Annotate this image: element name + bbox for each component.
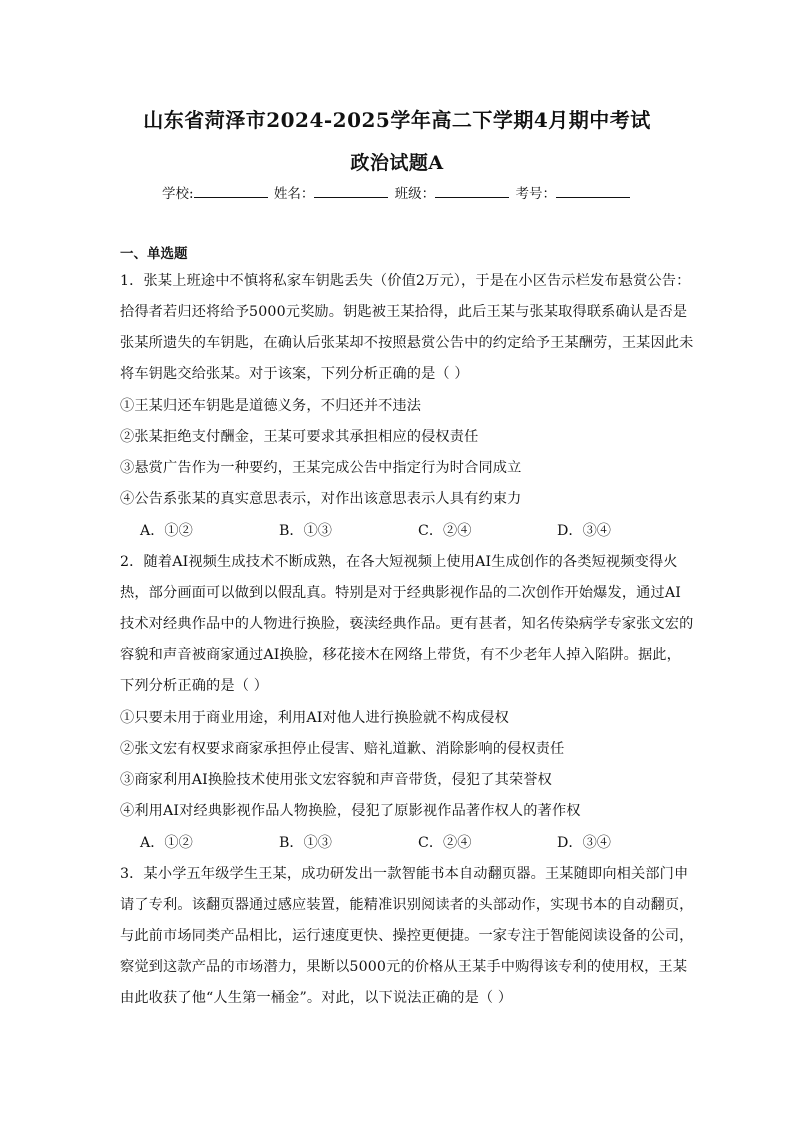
option-a[interactable]: A．①② xyxy=(140,835,193,851)
option-c[interactable]: C．②④ xyxy=(418,523,472,539)
question-text-line: 2．随着AI视频生成技术不断成熟，在各大短视频上使用AI生成创作的各类短视频变得火 xyxy=(120,554,678,570)
statement-line: ③悬赏广告作为一种要约，王某完成公告中指定行为时合同成立 xyxy=(120,460,522,476)
exam-number-blank[interactable] xyxy=(556,184,630,198)
statement-line: ①只要未用于商业用途，利用AI对他人进行换脸就不构成侵权 xyxy=(120,710,509,726)
option-d[interactable]: D．③④ xyxy=(557,523,611,539)
answer-options xyxy=(140,832,696,852)
section-heading: 一、单选题 xyxy=(120,246,188,262)
statement-line: ①王某归还车钥匙是道德义务，不归还并不违法 xyxy=(120,398,422,414)
statement-line: ②张某拒绝支付酬金，王某可要求其承担相应的侵权责任 xyxy=(120,429,479,445)
name-label: 姓名： xyxy=(273,186,315,202)
question-text-line: 热，部分画面可以做到以假乱真。特别是对于经典影视作品的二次创作开始爆发，通过AI xyxy=(120,585,681,601)
option-c[interactable]: C．②④ xyxy=(418,835,472,851)
option-d[interactable]: D．③④ xyxy=(557,835,611,851)
exam-number-label: 考号： xyxy=(515,186,556,202)
answer-options xyxy=(140,520,696,540)
option-a[interactable]: A．①② xyxy=(140,523,193,539)
option-b[interactable]: B．①③ xyxy=(279,835,332,851)
statement-line: ④利用AI对经典影视作品人物换脸，侵犯了原影视作品著作权人的著作权 xyxy=(120,803,581,819)
statement-line: ③商家利用AI换脸技术使用张文宏容貌和声音带货，侵犯了其荣誉权 xyxy=(120,772,552,788)
class-blank[interactable] xyxy=(435,184,509,198)
question-text-line: 技术对经典作品中的人物进行换脸，亵渎经典作品。更有甚者，知名传染病学专家张文宏的 xyxy=(120,616,694,632)
exam-title: 山东省菏泽市2024-2025学年高二下学期4月期中考试 xyxy=(143,108,651,132)
student-info-line xyxy=(0,182,794,202)
question-text-line: 1．张某上班途中不慎将私家车钥匙丢失（价值2万元），于是在小区告示栏发布悬赏公告： xyxy=(120,273,691,289)
class-label: 班级： xyxy=(394,186,436,202)
question-text-line: 察觉到这款产品的市场潜力，果断以5000元的价格从王某手中购得该专利的使用权，王某 xyxy=(120,959,688,975)
school-label: 学校: xyxy=(162,186,194,202)
question-text-line: 将车钥匙交给张某。对于该案，下列分析正确的是（ ） xyxy=(120,366,469,382)
question-text-line: 由此收获了他“人生第一桶金”。对此，以下说法正确的是（ ） xyxy=(120,990,513,1006)
school-blank[interactable] xyxy=(194,184,268,198)
question-text-line: 张某所遗失的车钥匙，在确认后张某却不按照悬赏公告中的约定给予王某酬劳，王某因此未 xyxy=(120,335,694,351)
question-text-line: 请了专利。该翻页器通过感应装置，能精准识别阅读者的头部动作，实现书本的自动翻页， xyxy=(120,897,694,913)
name-blank[interactable] xyxy=(314,184,388,198)
statement-line: ②张文宏有权要求商家承担停止侵害、赔礼道歉、消除影响的侵权责任 xyxy=(120,741,565,757)
statement-line: ④公告系张某的真实意思表示，对作出该意思表示人具有约束力 xyxy=(120,491,522,507)
question-text-line: 与此前市场同类产品相比，运行速度更快、操控更便捷。一家专注于智能阅读设备的公司， xyxy=(120,928,694,944)
question-text-line: 容貌和声音被商家通过AI换脸，移花接木在网络上带货，有不少老年人掉入陷阱。据此， xyxy=(120,647,681,663)
option-b[interactable]: B．①③ xyxy=(279,523,332,539)
question-text-line: 下列分析正确的是（ ） xyxy=(120,678,269,694)
question-text-line: 拾得者若归还将给予5000元奖励。钥匙被王某拾得，此后王某与张某取得联系确认是否是 xyxy=(120,304,688,320)
question-text-line: 3．某小学五年级学生王某，成功研发出一款智能书本自动翻页器。王某随即向相关部门申 xyxy=(120,866,689,882)
exam-subtitle: 政治试题A xyxy=(350,152,444,174)
